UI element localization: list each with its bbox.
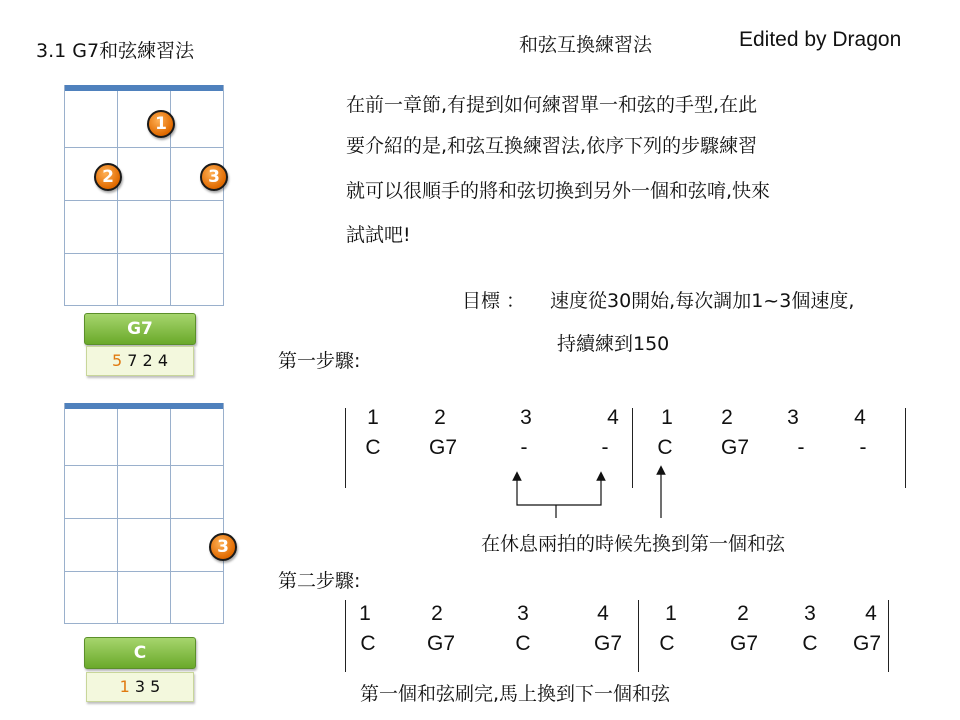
fret-line <box>65 518 223 519</box>
chord-symbol: G7 <box>593 632 622 655</box>
beat-number: 4 <box>597 602 609 625</box>
chord-symbol: C <box>365 436 381 459</box>
chord-symbol: - <box>859 436 867 459</box>
finger-3-marker: 3 <box>200 163 228 191</box>
goal-line-1: 速度從30開始,每次調加1~3個速度, <box>550 290 855 312</box>
fret-line <box>65 253 223 254</box>
section-title: 3.1 G7和弦練習法 <box>36 40 195 62</box>
chord-symbol: G7 <box>428 436 457 459</box>
goal-line-2: 持續練到150 <box>557 333 670 355</box>
chord-symbol: G7 <box>852 632 881 655</box>
fret-line <box>65 147 223 148</box>
chord-symbol: C <box>360 632 376 655</box>
chord-symbol: C <box>659 632 675 655</box>
goal-label: 目標 ： <box>462 290 526 312</box>
beat-number: 2 <box>431 602 443 625</box>
other-notes: 7 2 4 <box>127 351 168 370</box>
chord-diagram-g7 <box>64 85 224 306</box>
chord-symbol: G7 <box>720 436 749 459</box>
step-2-note: 第一個和弦刷完,馬上換到下一個和弦 <box>360 683 671 705</box>
bar-line <box>638 600 639 672</box>
nut <box>65 403 223 409</box>
fret-line <box>65 465 223 466</box>
other-notes: 3 5 <box>134 677 161 696</box>
beat-number: 1 <box>367 406 379 429</box>
chord-notes-c <box>86 672 194 702</box>
beat-number: 1 <box>661 406 673 429</box>
finger-2-marker: 2 <box>94 163 122 191</box>
beat-number: 3 <box>787 406 799 429</box>
chord-name-g7: G7 <box>84 313 196 345</box>
root-note: 5 <box>112 351 123 370</box>
beat-number: 2 <box>721 406 733 429</box>
beat-number: 2 <box>737 602 749 625</box>
chord-symbol: G7 <box>729 632 758 655</box>
beat-number: 2 <box>434 406 446 429</box>
beat-number: 4 <box>865 602 877 625</box>
bar-line <box>345 408 346 488</box>
beat-number: 3 <box>520 406 532 429</box>
step-1-label: 第一步驟: <box>278 350 361 372</box>
fret-line <box>65 200 223 201</box>
nut <box>65 85 223 91</box>
string-line <box>117 91 118 305</box>
intro-line-3: 就可以很順手的將和弦切換到另外一個和弦唷,快來 <box>346 180 771 202</box>
intro-line-1: 在前一章節,有提到如何練習單一和弦的手型,在此 <box>346 94 758 116</box>
chord-name-c: C <box>84 637 196 669</box>
chord-symbol: - <box>797 436 805 459</box>
beat-number: 4 <box>854 406 866 429</box>
beat-number: 3 <box>804 602 816 625</box>
fret-line <box>65 571 223 572</box>
step-1-note: 在休息兩拍的時候先換到第一個和弦 <box>481 533 786 555</box>
finger-1-marker: 1 <box>147 110 175 138</box>
root-note: 1 <box>119 677 130 696</box>
bracket-line <box>517 497 601 505</box>
chord-symbol: - <box>601 436 609 459</box>
chord-symbol: - <box>520 436 528 459</box>
chord-symbol: C <box>515 632 531 655</box>
chord-symbol: C <box>802 632 818 655</box>
chord-diagram-c <box>64 403 229 624</box>
step-2-label: 第二步驟: <box>278 570 361 592</box>
beat-number: 1 <box>359 602 371 625</box>
chord-symbol: C <box>657 436 673 459</box>
string-line <box>170 409 171 623</box>
beat-number: 4 <box>607 406 619 429</box>
bar-line <box>905 408 906 488</box>
beat-number: 3 <box>517 602 529 625</box>
intro-line-4: 試試吧! <box>346 224 411 246</box>
intro-line-2: 要介紹的是,和弦互換練習法,依序下列的步驟練習 <box>346 135 758 157</box>
editor-credit: Edited by Dragon <box>739 28 902 51</box>
beat-number: 1 <box>665 602 677 625</box>
chord-notes-g7 <box>86 346 194 376</box>
string-line <box>117 409 118 623</box>
finger-3-marker: 3 <box>209 533 237 561</box>
chord-symbol: G7 <box>426 632 455 655</box>
method-title: 和弦互換練習法 <box>519 34 653 56</box>
